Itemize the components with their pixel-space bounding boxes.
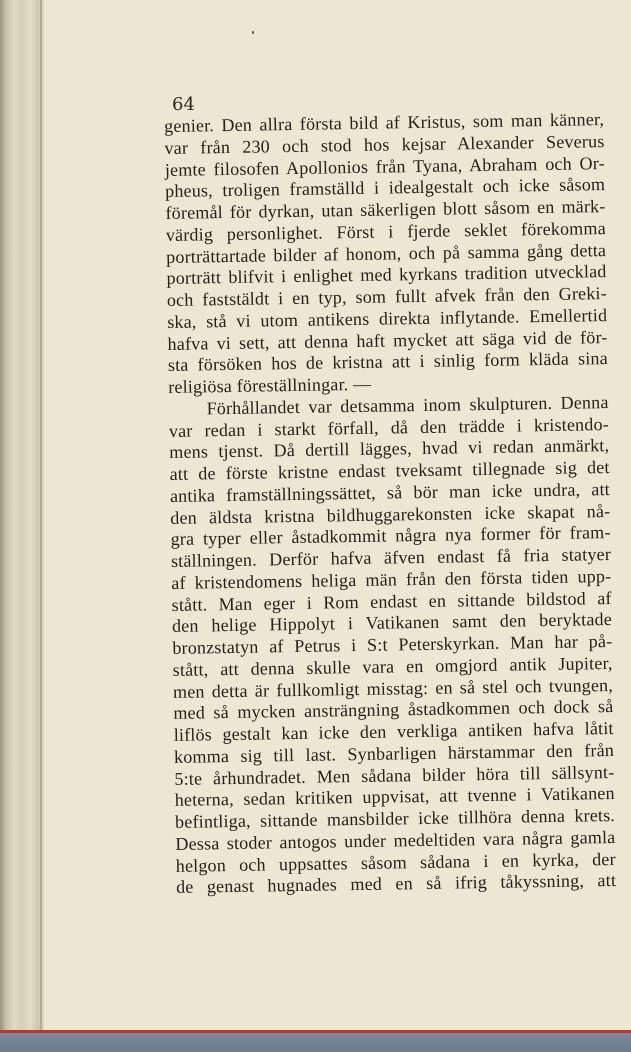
text-line: pheus, troligen framställd i idealgestalt och icke såsom	[165, 174, 606, 202]
text-line: porträtt blifvit i enlighet med kyrkans tradition utvecklad	[166, 261, 607, 289]
text-line: liflös gestalt kan icke den verkliga antiken hafva låtit	[173, 718, 614, 745]
text-line: de genast hugnades med en så ifrig tåkyssning, att	[175, 870, 617, 898]
text-line: stått, att denna skulle vara en omgjord antik Jupiter,	[172, 652, 613, 680]
text-line: värdig personlighet. Först i fjerde seklet förekomma	[165, 217, 606, 245]
text-line: jemte filosofen Apollonios från Tyana, Abraham och Or-	[164, 152, 605, 180]
text-line: genier. Den allra första bild af Kristus, som man känner,	[164, 109, 605, 136]
page-number: 64	[172, 94, 195, 115]
text-line: den helige Hippolyt i Vatikanen samt den beryktade	[171, 609, 613, 637]
text-line: 5:te århundradet. Men sådana bilder höra till sällsynt-	[174, 761, 615, 789]
text-line: befintliga, sittande mansbilder icke tillhöra denna krets.	[174, 805, 616, 832]
text-line: komma sig till last. Synbarligen härstammar den från	[173, 739, 615, 767]
text-line: helgon och uppsattes såsom sådana i en kyrka, der	[175, 848, 616, 876]
text-line: att de förste kristne endast tveksamt tillegnade sig det	[169, 457, 610, 484]
body-text	[164, 109, 616, 899]
text-line: hafva vi sett, att denna haft mycket att säga vid de för-	[167, 326, 608, 354]
text-line: ställningen. Derför hafva äfven endast få fria statyer	[170, 544, 612, 571]
text-line: stått. Man eger i Rom endast en sittande bildstod af	[171, 587, 612, 615]
text-line: men detta är fullkomligt misstag: en så stel och tvungen,	[172, 674, 614, 702]
text-line: med så mycken ansträngning åstadkommen och dock så	[173, 696, 614, 724]
book-bottom-edge	[0, 1030, 631, 1052]
text-line: gra typer eller åstadkommit några nya former för fram-	[170, 522, 611, 550]
text-line: Förhållandet var detsamma inom skulpturen. Denna	[206, 391, 609, 419]
text-line: af kristendomens heliga män från den första tiden upp-	[171, 565, 612, 593]
text-line: sta försöken hos de kristna att i sinlig form kläda sina	[167, 348, 609, 376]
text-line: mens tjenst. Då dertill lägges, hvad vi redan anmärkt,	[169, 435, 610, 463]
text-line: Dessa stoder antogos under medeltiden vara några gamla	[175, 826, 616, 854]
text-line: var från 230 och stod hos kejsar Alexander Severus	[164, 130, 605, 158]
text-line: bronzstatyn af Petrus i S:t Peterskyrkan. Man har på-	[172, 631, 613, 658]
text-line: antika framställningssättet, så bör man icke undra, att	[169, 478, 611, 506]
text-line: var redan i starkt förfall, då den trädde i kristendo-	[168, 413, 610, 441]
book-binding	[0, 0, 44, 1052]
text-line: och faststäldt i en typ, som fullt afvek från den Greki-	[166, 283, 607, 310]
text-line: föremål för dyrkan, utan säkerligen blott såsom en märk-	[165, 196, 606, 223]
text-line: ska, stå vi utom antikens direkta inflytande. Emellertid	[167, 304, 608, 332]
text-line: heterna, sedan kritiken uppvisat, att tvenne i Vatikanen	[174, 783, 615, 811]
text-line: den äldsta kristna bildhuggarekonsten icke skapat nå-	[170, 500, 611, 528]
text-line: religiösa föreställningar. —	[168, 373, 372, 397]
text-line: porträttartade bilder af honom, och på samma gång detta	[166, 239, 607, 267]
paper-speck	[252, 31, 254, 34]
